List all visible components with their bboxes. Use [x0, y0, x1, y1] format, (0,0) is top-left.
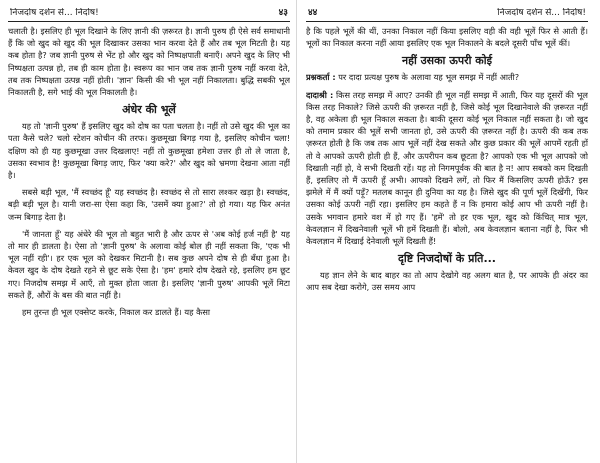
left-paragraph-2: यह तो 'ज्ञानी पुरुष' हैं इसलिए खुद को दोष का पता चलता है। नहीं तो उसे खुद की भूल का पता कैसे चले? चलो स्टेशन कोचीन की तरफ। कुछमूखा बिगड़ गया है, इसलिए कोचीन चला! दक्षिण को ही यह कुछमूखा उत्तर दिखलाए! नहीं तो कुछमूखा हमेशा उत्तर ही तो ले जाता है, उसका स्वभाव है! कुछमूखा बिगड़ जाए, फिर 'क्या करे?' और खुद को भ्रमणा देखना आता नहीं है।: [8, 121, 290, 181]
dadashri-label: दादाश्री :: [306, 89, 334, 100]
right-running-head: [306, 8, 588, 22]
right-paragraph-last: यह ज्ञान लेने के बाद बाहर का तो आप देखोगे वह अलग बात है, पर आपके ही अंदर का आप सब देखा करोगे, उस समय आप: [306, 270, 588, 293]
right-header-title: निजदोष दर्शन से... निर्दोष!: [497, 8, 586, 18]
left-header-title: निजदोष दर्शन से... निर्दोष!: [10, 8, 99, 18]
question-text: पर दादा प्रत्यक्ष पुरुष के अलावा यह भूल समझ में नहीं आती?: [335, 72, 520, 83]
page-gutter: [296, 0, 297, 463]
answer-text: किस तरह समझ में आए? उनकी ही भूल नहीं समझ में आती, फिर यह दूसरों की भूल किस तरह निकाले? जिसे ऊपरी की ज़रूरत नहीं है, जिसे कोई भूल दिखानेवाले की ज़रूरत नहीं है, वह अकेला ही भूल निकाल सकता है। बाकी दूसरा कोई भूल निकाल नहीं सकता है। जो खुद को तमाम प्रकार की भूलें सभी जानता हो, उसे ऊपरी की ज़रूरत नहीं है। ऊपरी की कब तक ज़रूरत होती है कि जब तक आप भूलें नहीं देख सकते और कुछ प्रकार की भूलें आपमें रहती हों तो वे आपको ऊपरी होती ही हैं, और ऊपरीपन कब छूटता है? आपको एक भी भूल आपको जो दिखाती नहीं हो, वे सभी दिखती रहें। यह तो निगमपूर्वक की बात है न! आप सबको कम दिखती हैं, इसलिए तो मैं ऊपरी हूँ अभी। आपको दिखने लगें, तो फिर मैं किसलिए ऊपरी होऊँ? इस झमेले में मैं क्यों पड़ूँ? मतलब कानून ही दुनिया का यह है। जिसे खुद की पूर्ण भूलें दिखेंगी, फिर उसका कोई ऊपरी नहीं रहा। इसलिए हम कहते हैं न कि हमारा कोई आप भी ऊपरी नहीं है। उसके भगवान हमारे वश में हो गए हैं। 'हमें' तो हर एक भूल, खुद को किंचित् मात्र भूल, केवलज्ञान में दिखनेवाली भूलें भी हमें दिखती हैं। बोलो, अब केवलज्ञान बताना नहीं है, फिर भी केवलज्ञान में दिखाई देनेवाली भूलें दिखती हैं!: [306, 89, 588, 247]
left-paragraph-1: चलाती है। इसलिए ही भूल दिखाने के लिए ज्ञानी की ज़रूरत है। ज्ञानी पुरुष ही ऐसे सर्व समाधानी हैं कि जो खुद को खुद की भूल दिखाकर उसका भान करवा देते हैं और तब भूल मिटती है। यह कब होता है? जब ज्ञानी पुरुष से भेंट हो और खुद को निष्पक्षपाती बनाएँ। अपने खुद के लिए भी निष्पक्षता उत्पन्न हो, तब ही काम होता है। स्वरूप का भान जब तक ज्ञानी पुरुष नहीं करवा देते, तब तक निष्पक्षता उत्पन्न नहीं होती। 'ज्ञान' किसी की भी भूल नहीं निकालता। बुद्धि सबकी भूल निकालती है, सगे भाई की भूल निकालती है।: [8, 26, 290, 98]
question-paragraph: [306, 71, 588, 83]
left-paragraph-5: हम तुरन्त ही भूल एक्सेप्ट करके, निकाल कर डालते हैं। यह कैसा: [22, 307, 211, 318]
left-page: [8, 8, 290, 458]
left-section-heading: अंधेर की भूलें: [122, 103, 176, 117]
right-page: [306, 8, 588, 458]
right-page-number: ४४: [308, 8, 318, 18]
left-paragraph-3: सबसे बड़ी भूल, 'मैं स्वच्छंद हूँ' यह स्वच्छंद है। स्वच्छंद से तो सारा लश्कर खड़ा है। स्वच्छंद, बड़ी बड़ी भूल है। यानी जरा-सा ऐसा कहा कि, 'उसमें क्या हुआ?' तो हो गया। यह फिर अनंत जन्म बिगाड़ देता है।: [8, 187, 290, 222]
left-page-number: ४३: [278, 8, 288, 18]
right-section-heading-1: नहीं उसका ऊपरी कोई: [402, 54, 492, 68]
right-paragraph-1: है कि पहले भूलें की थीं, उनका निकाल नहीं किया इसलिए वही की वही भूलें फिर से आती हैं। भूलों का निकाल करना नहीं आया इसलिए एक भूल निकालने के बदले दूसरी पाँच भूलें कीं।: [306, 26, 588, 49]
right-section-heading-2: दृष्टि निजदोषों के प्रति...: [398, 252, 496, 266]
left-paragraph-4: 'मैं जानता हूँ' यह अंधेरे की भूल तो बहुत भारी है और ऊपर से 'अब कोई हर्ज नहीं है' यह तो मार ही डालता है। ऐसा तो 'ज्ञानी पुरुष' के अलावा कोई बोल ही नहीं सकता कि, 'एक भी भूल नहीं रही'। हर एक भूल को देखकर मिटानी है। सब कुछ अपने दोष से ही बँधा हुआ है। केवल खुद के दोष देखते रहने से छूट सके ऐसा है। 'हम' हमारे दोष देखते रहे, इसलिए हम छूट गए। निजदोष समझ में आएँ, तो मुक्त होता जाता है। इसलिए 'ज्ञानी पुरुष' आपकी भूलें मिटा सकते हैं, औरों के बस की बात नहीं है।: [8, 228, 290, 300]
left-running-head: [8, 8, 290, 22]
answer-paragraph: [306, 89, 588, 248]
questioner-label: प्रश्नकर्ता :: [306, 72, 336, 83]
